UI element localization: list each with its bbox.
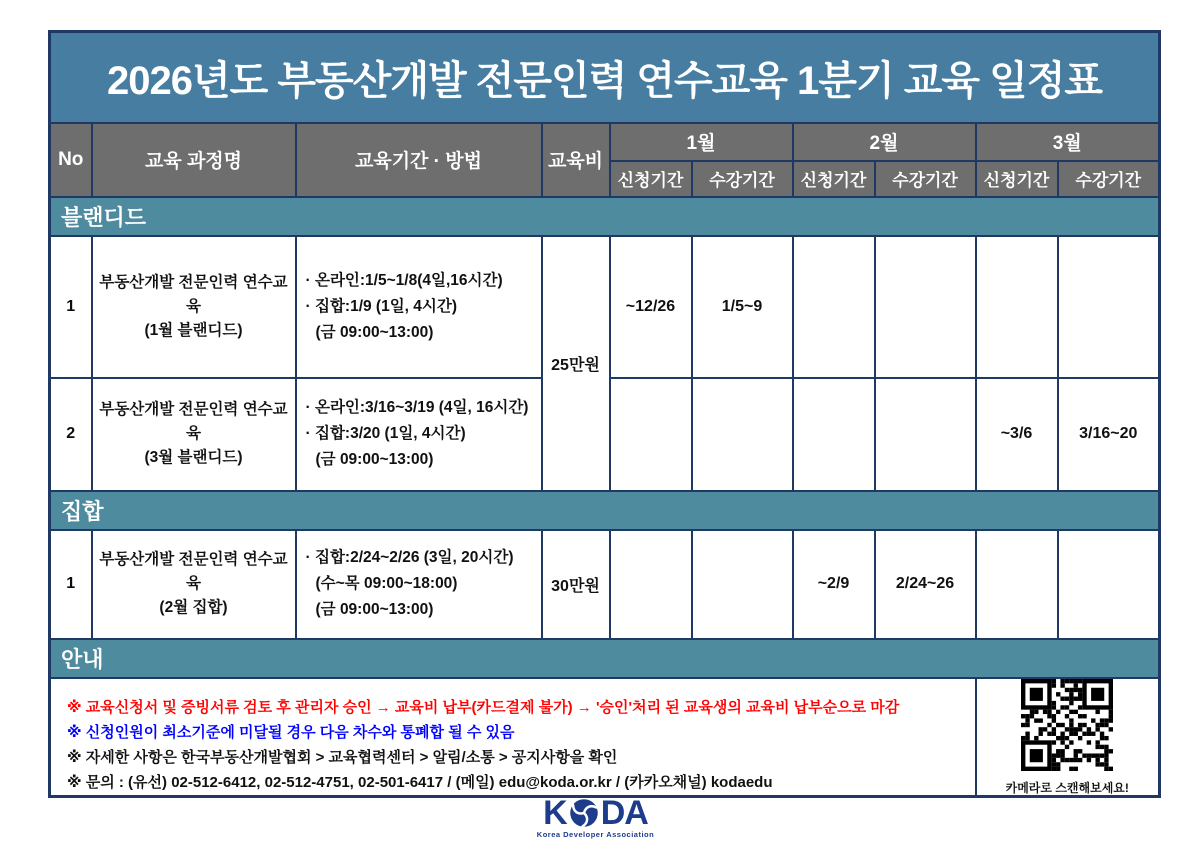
- jan-attend-cell: 1/5~9: [692, 236, 793, 378]
- course-name: 부동산개발 전문인력 연수교육 (3월 블랜디드): [92, 378, 296, 491]
- schedule-table: [48, 30, 1161, 798]
- course-period-method: · 온라인:1/5~1/8(4일,16시간) · 집합:1/9 (1일, 4시간) (금 09:00~13:00): [296, 236, 542, 378]
- page-title: 2026년도 부동산개발 전문인력 연수교육 1분기 교육 일정표: [50, 32, 1160, 123]
- course-name: 부동산개발 전문인력 연수교육 (1월 블랜디드): [92, 236, 296, 378]
- koda-logo-subtext: Korea Developer Association: [536, 830, 655, 839]
- feb-attend-cell: [875, 378, 976, 491]
- footer: [0, 794, 1191, 839]
- feb-apply-cell: ~2/9: [793, 530, 875, 639]
- col-header-month-feb: 2월: [793, 123, 976, 161]
- row-no: 2: [50, 378, 92, 491]
- mar-apply-cell: [976, 530, 1058, 639]
- row-no: 1: [50, 530, 92, 639]
- notice-line-3: ※ 자세한 사항은 한국부동산개발협회 > 교육협력센터 > 알림/소통 > 공지사항을 확인: [67, 748, 618, 766]
- jan-attend-cell: [692, 530, 793, 639]
- course-period-method: · 온라인:3/16~3/19 (4일, 16시간) · 집합:3/20 (1일, 4시간) (금 09:00~13:00): [296, 378, 542, 491]
- col-header-jan-apply: 신청기간: [610, 161, 692, 197]
- col-header-fee: 교육비: [542, 123, 610, 197]
- notice-line-4: ※ 문의 : (유선) 02-512-6412, 02-512-4751, 02-501-6417 / (메일) edu@koda.or.kr / (카카오채널) kodaedu: [67, 773, 773, 791]
- course-fee: 25만원: [542, 236, 610, 491]
- table-row: [50, 236, 1160, 378]
- course-name: 부동산개발 전문인력 연수교육 (2월 집합): [92, 530, 296, 639]
- qr-cell: [976, 678, 1160, 797]
- notice-text-block: [50, 678, 976, 797]
- jan-apply-cell: [610, 530, 692, 639]
- col-header-no: No: [50, 123, 92, 197]
- koda-logo-swirl-icon: [569, 798, 599, 828]
- feb-attend-cell: 2/24~26: [875, 530, 976, 639]
- col-header-month-jan: 1월: [610, 123, 793, 161]
- row-no: 1: [50, 236, 92, 378]
- jan-apply-cell: ~12/26: [610, 236, 692, 378]
- col-header-feb-attend: 수강기간: [875, 161, 976, 197]
- qr-caption: 카메라로 스캔해보세요!: [1005, 780, 1129, 795]
- feb-apply-cell: [793, 236, 875, 378]
- course-fee: 30만원: [542, 530, 610, 639]
- mar-apply-cell: ~3/6: [976, 378, 1058, 491]
- col-header-mar-apply: 신청기간: [976, 161, 1058, 197]
- jan-apply-cell: [610, 378, 692, 491]
- jan-attend-cell: [692, 378, 793, 491]
- feb-apply-cell: [793, 378, 875, 491]
- notice-line-2: ※ 신청인원이 최소기준에 미달될 경우 다음 차수와 통폐합 될 수 있음: [67, 723, 515, 741]
- mar-attend-cell: 3/16~20: [1058, 378, 1160, 491]
- col-header-feb-apply: 신청기간: [793, 161, 875, 197]
- section-header-blended: 블랜디드: [50, 197, 1160, 236]
- mar-attend-cell: [1058, 236, 1160, 378]
- col-header-course: 교육 과정명: [92, 123, 296, 197]
- col-header-mar-attend: 수강기간: [1058, 161, 1160, 197]
- notice-line-1: ※ 교육신청서 및 증빙서류 검토 후 관리자 승인 → 교육비 납부(카드결제 불가) → '승인'처리 된 교육생의 교육비 납부순으로 마감: [67, 698, 900, 716]
- mar-apply-cell: [976, 236, 1058, 378]
- koda-logo: K DA: [543, 794, 648, 832]
- section-header-notice: 안내: [50, 639, 1160, 678]
- col-header-jan-attend: 수강기간: [692, 161, 793, 197]
- feb-attend-cell: [875, 236, 976, 378]
- col-header-period-method: 교육기간 · 방법: [296, 123, 542, 197]
- course-period-method: · 집합:2/24~2/26 (3일, 20시간) (수~목 09:00~18:00) (금 09:00~13:00): [296, 530, 542, 639]
- mar-attend-cell: [1058, 530, 1160, 639]
- col-header-month-mar: 3월: [976, 123, 1160, 161]
- table-row: [50, 530, 1160, 639]
- qr-code-icon: [1021, 679, 1113, 771]
- section-header-group: 집합: [50, 491, 1160, 530]
